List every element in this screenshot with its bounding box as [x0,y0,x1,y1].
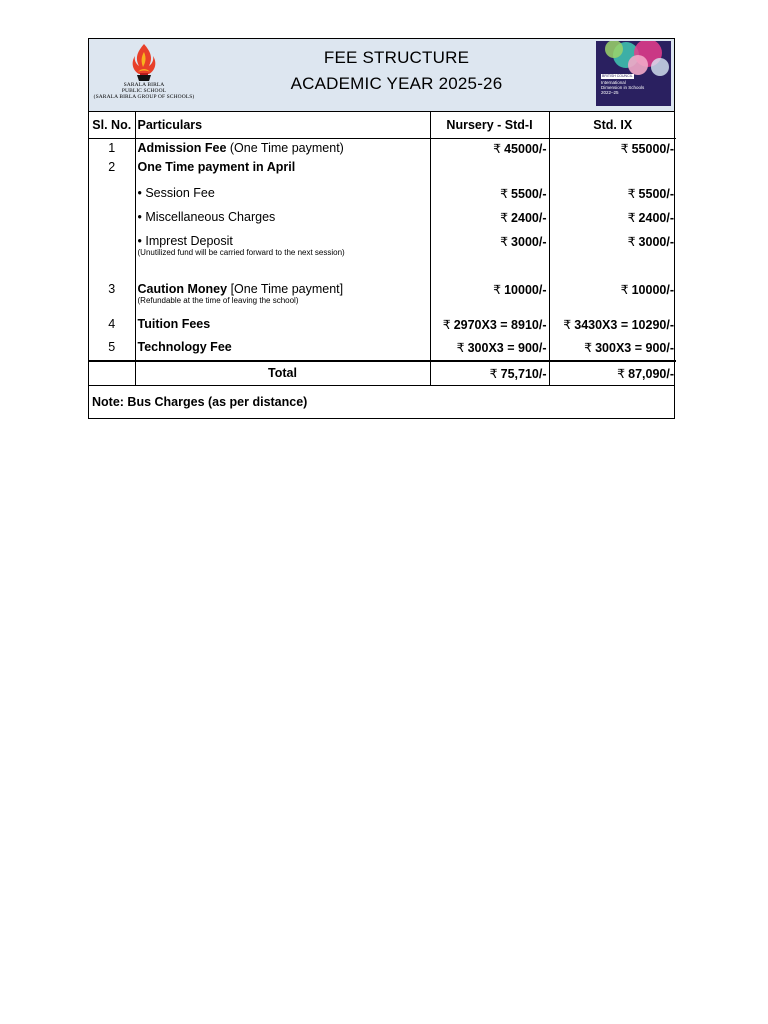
particular-detail: (One Time payment) [226,141,344,155]
nursery-amount-cell [430,315,549,338]
table-row [89,139,676,159]
std-ix-amount-cell [549,315,676,338]
amount-value: 300X3 = 900/- [595,340,674,355]
particular-title: Caution Money [137,281,228,296]
particulars-cell [135,338,430,361]
rupee-icon: ₹ [563,317,572,332]
particular-detail: • Imprest Deposit [137,233,233,248]
particular-detail: • Session Fee [137,185,215,200]
fee-structure-sheet [88,38,675,419]
award-logo [596,41,671,106]
fee-table [89,112,676,385]
rupee-icon: ₹ [627,186,636,201]
nursery-amount-cell [430,277,549,315]
school-logo [91,42,197,108]
sl-no-cell [89,229,135,277]
rupee-icon: ₹ [617,366,626,381]
total-std-ix [549,361,676,385]
amount-value: 45000/- [504,142,547,156]
flame-emblem-icon [127,42,161,82]
total-nursery [430,361,549,385]
table-header-row [89,112,676,139]
particular-title: Admission Fee [137,141,227,155]
nursery-amount-cell [430,205,549,229]
particulars-cell [135,315,430,338]
total-label: Total [135,361,430,385]
table-row [89,277,676,315]
page-title [199,45,594,97]
particular-note: (Refundable at the time of leaving the school) [137,295,299,305]
sl-no-cell [89,205,135,229]
school-name-line2: PUBLIC SCHOOL [121,88,167,94]
sl-no-cell: 3 [108,281,116,296]
rupee-icon: ₹ [620,142,629,156]
rupee-icon: ₹ [627,210,636,225]
nursery-amount-cell [430,229,549,277]
total-std-ix-value: 87,090/- [628,366,674,381]
particular-detail: [One Time payment] [227,281,344,296]
rupee-icon: ₹ [500,186,509,201]
sl-no-cell: 1 [108,141,116,155]
award-line2: Dimension in Schools [601,85,645,90]
award-text [601,73,644,95]
amount-value: 3000/- [638,234,674,249]
award-line3: 2022–25 [601,90,619,95]
particulars-cell [135,277,430,315]
rupee-icon: ₹ [489,366,498,381]
std-ix-amount-cell [549,139,676,159]
sl-no-cell: 5 [108,339,116,354]
rupee-icon: ₹ [500,234,509,249]
amount-value: 5500/- [638,186,674,201]
particulars-cell [135,139,430,159]
amount-value: 3430X3 = 10290/- [574,317,674,332]
total-nursery-value: 75,710/- [500,366,547,381]
sl-no-cell: 2 [108,159,116,174]
sl-no-cell [89,181,135,205]
total-sl-cell [89,361,135,385]
amount-value: 3000/- [511,234,547,249]
particulars-cell [135,229,430,277]
total-row [89,361,676,385]
nursery-amount-cell [430,338,549,361]
title-line1: FEE STRUCTURE [323,48,470,67]
particular-detail: • Miscellaneous Charges [137,209,276,224]
amount-value: 5500/- [511,186,547,201]
amount-value: 2400/- [638,210,674,225]
particulars-cell [135,159,430,181]
award-brand: BRITISH COUNCIL [602,74,633,78]
table-row [89,315,676,338]
rupee-icon: ₹ [442,317,451,332]
nursery-amount-cell [430,159,549,181]
title-line2: ACADEMIC YEAR 2025-26 [290,74,503,93]
particular-title: Technology Fee [137,339,232,354]
rupee-icon: ₹ [627,234,636,249]
std-ix-amount-cell [549,181,676,205]
std-ix-amount-cell [549,338,676,361]
amount-value: 2970X3 = 8910/- [453,317,547,332]
award-line1: International [601,80,626,85]
sl-no-cell: 4 [108,316,116,331]
particulars-cell [135,205,430,229]
std-ix-amount-cell [549,205,676,229]
amount-value: 2400/- [511,210,547,225]
col-header-sl-no: Sl. No. [89,112,135,139]
amount-value: 10000/- [631,282,674,297]
col-header-particulars: Particulars [135,112,430,139]
particulars-cell [135,181,430,205]
school-group-name: (SARALA BIRLA GROUP OF SCHOOLS) [93,94,195,100]
col-header-std-ix: Std. IX [549,112,676,139]
table-row [89,205,676,229]
rupee-icon: ₹ [584,340,593,355]
amount-value: 10000/- [504,282,547,297]
amount-value: 300X3 = 900/- [467,340,547,355]
particular-title: Tuition Fees [137,316,211,331]
col-header-nursery: Nursery - Std-I [430,112,549,139]
amount-value: 55000/- [631,142,674,156]
std-ix-amount-cell [549,229,676,277]
table-row [89,181,676,205]
rupee-icon: ₹ [500,210,509,225]
std-ix-amount-cell [549,277,676,315]
header [89,39,674,112]
table-row [89,159,676,181]
std-ix-amount-cell [549,159,676,181]
nursery-amount-cell [430,139,549,159]
rupee-icon: ₹ [456,340,465,355]
rupee-icon: ₹ [493,142,502,156]
nursery-amount-cell [430,181,549,205]
rupee-icon: ₹ [493,282,502,297]
rupee-icon: ₹ [620,282,629,297]
table-row [89,229,676,277]
bus-charges-note: Note: Bus Charges (as per distance) [89,385,674,418]
school-name-line1: SARALA BIRLA [123,82,165,88]
particular-title: One Time payment in April [137,159,296,174]
table-row [89,338,676,361]
particular-note: (Unutilized fund will be carried forward to the next session) [137,247,345,257]
